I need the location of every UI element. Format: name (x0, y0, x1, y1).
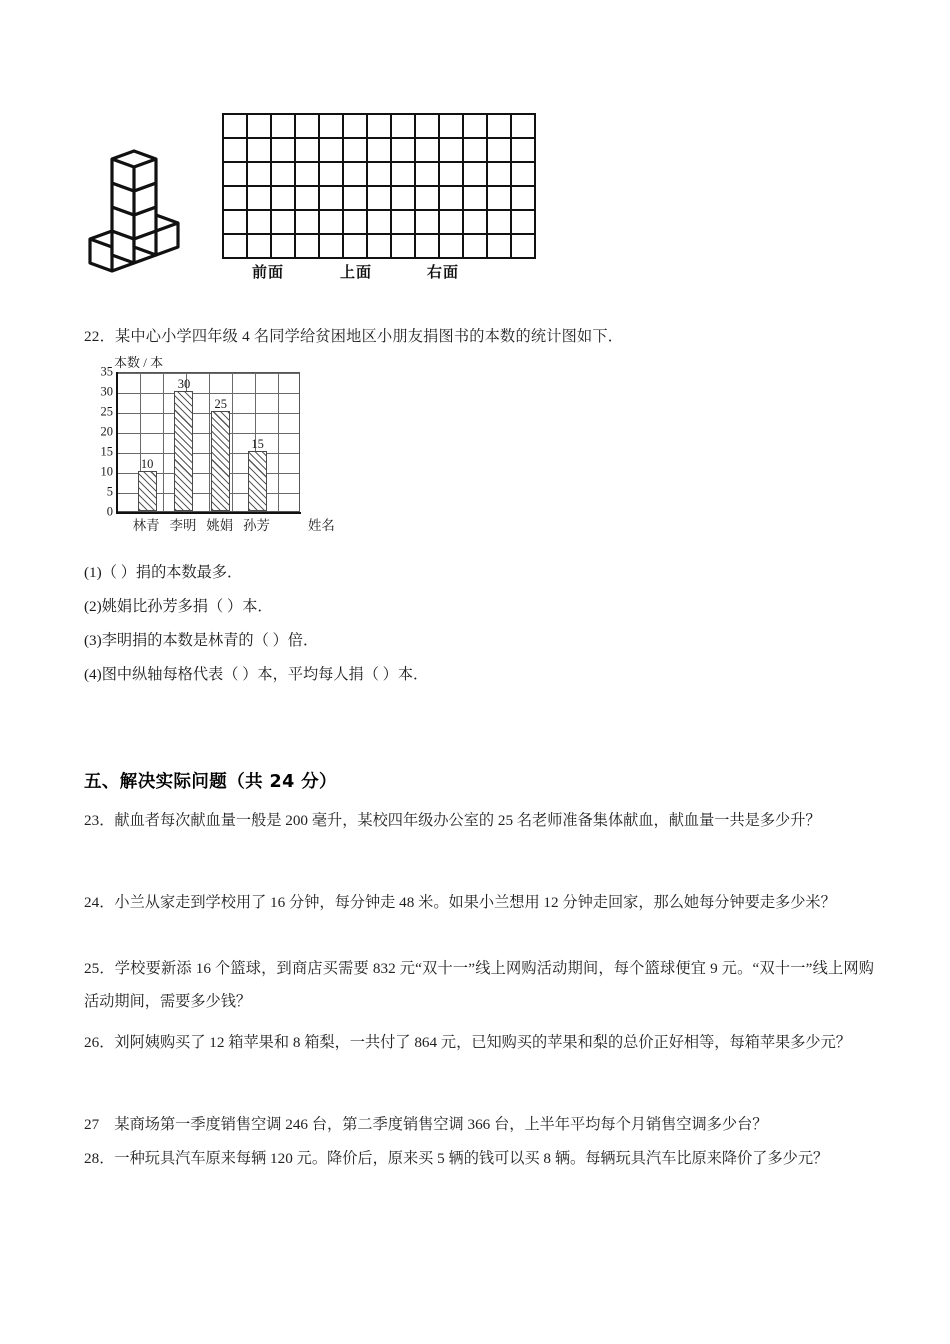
grid-cell (415, 138, 439, 162)
grid-cell (319, 114, 343, 138)
grid-row (223, 162, 535, 186)
grid-cell (223, 186, 247, 210)
grid-cell (439, 162, 463, 186)
grid-cell (511, 186, 535, 210)
view-label-front: 前面 (252, 263, 285, 281)
cube-stack-figure (82, 135, 192, 275)
chart-bar (174, 377, 193, 511)
chart-plot-area (116, 372, 300, 512)
grid-cell (295, 114, 319, 138)
chart-bar-value: 10 (140, 457, 154, 471)
chart-bar (138, 457, 157, 511)
problem-24: 24．小兰从家走到学校用了 16 分钟，每分钟走 48 米。如果小兰想用 12 分钟走回家，那么她每分钟要走多少米？ (84, 894, 836, 911)
view-label-row (222, 261, 522, 289)
section-heading-five: 五、解决实际问题（共 24 分） (84, 772, 337, 792)
grid-cell (319, 210, 343, 234)
problem-27: 27 某商场第一季度销售空调 246 台，第二季度销售空调 366 台，上半年平均每个月销售空调多少台？ (84, 1116, 768, 1133)
grid-cell (223, 234, 247, 258)
grid-cell (415, 162, 439, 186)
chart-x-tick: 孙芳 (243, 518, 270, 533)
grid-cell (487, 114, 511, 138)
grid-row (223, 114, 535, 138)
chart-y-tick: 25 (100, 404, 113, 419)
chart-bar-value: 15 (251, 437, 264, 451)
chart-y-tick: 0 (106, 504, 113, 519)
grid-cell (487, 162, 511, 186)
grid-cell (343, 114, 367, 138)
grid-cell (367, 138, 391, 162)
grid-cell (439, 234, 463, 258)
grid-cell (391, 186, 415, 210)
grid-cell (271, 162, 295, 186)
chart-y-tick: 10 (100, 464, 113, 479)
grid-cell (247, 138, 271, 162)
grid-cell (271, 186, 295, 210)
grid-cell (463, 114, 487, 138)
grid-cell (487, 186, 511, 210)
grid-cell (487, 138, 511, 162)
chart-y-tick: 15 (100, 444, 113, 459)
grid-cell (511, 234, 535, 258)
grid-cell (439, 186, 463, 210)
grid-cell (511, 138, 535, 162)
grid-cell (415, 210, 439, 234)
grid-cell (295, 162, 319, 186)
problem-26: 26．刘阿姨购买了 12 箱苹果和 8 箱梨，一共付了 864 元，已知购买的苹果和梨的总价正好相等，每箱苹果多少元？ (84, 1034, 851, 1051)
chart-bar (211, 397, 230, 511)
grid-cell (391, 234, 415, 258)
grid-cell (367, 234, 391, 258)
chart-x-categories (116, 515, 346, 539)
grid-cell (247, 162, 271, 186)
chart-x-axis-line (116, 512, 301, 514)
grid-cell (415, 186, 439, 210)
chart-y-axis-label: 本数 / 本 (114, 355, 164, 370)
grid-cell (415, 114, 439, 138)
grid-cell (391, 138, 415, 162)
grid-cell (343, 186, 367, 210)
grid-cell (463, 186, 487, 210)
grid-cell (295, 138, 319, 162)
grid-cell (367, 162, 391, 186)
grid-cell (295, 234, 319, 258)
view-label-right: 右面 (427, 263, 460, 281)
problem-28: 28．一种玩具汽车原来每辆 120 元。降价后，原来买 5 辆的钱可以买 8 辆。每辆玩具汽车比原来降价了多少元？ (84, 1150, 829, 1167)
grid-cell (343, 234, 367, 258)
grid-cell (391, 114, 415, 138)
grid-cell (439, 114, 463, 138)
grid-cell (319, 186, 343, 210)
grid-cell (247, 210, 271, 234)
chart-x-axis-label: 姓名 (308, 518, 335, 533)
grid-cell (295, 186, 319, 210)
grid-cell (271, 234, 295, 258)
grid-table (222, 113, 536, 259)
grid-cell (223, 162, 247, 186)
grid-cell (367, 114, 391, 138)
question-22-sub-3: (3)李明捐的本数是林青的（ ）倍． (84, 632, 319, 649)
grid-cell (511, 210, 535, 234)
chart-y-tick: 20 (100, 424, 113, 439)
grid-cell (367, 186, 391, 210)
grid-cell (367, 210, 391, 234)
grid-cell (247, 186, 271, 210)
problem-25: 25．学校要新添 16 个篮球，到商店买需要 832 元“双十一”线上网购活动期间，每个篮球便宜 9 元。“双十一”线上网购活动期间，需要多少钱？ (84, 960, 874, 1010)
question-22-sub-2: (2)姚娟比孙芳多捐（ ）本． (84, 598, 273, 615)
problem-23: 23．献血者每次献血量一般是 200 毫升，某校四年级办公室的 25 名老师准备集体献血，献血量一共是多少升？ (84, 812, 821, 829)
chart-x-tick: 姚娟 (206, 518, 234, 533)
grid-cell (463, 234, 487, 258)
grid-row (223, 210, 535, 234)
figure-area (0, 95, 950, 310)
question-22-sub-4: (4)图中纵轴每格代表（ ）本，平均每人捐（ ）本． (84, 666, 429, 683)
chart-bar (248, 437, 267, 511)
grid-cell (295, 210, 319, 234)
grid-cell (247, 114, 271, 138)
grid-cell (343, 210, 367, 234)
grid-cell (319, 162, 343, 186)
grid-cell (223, 210, 247, 234)
grid-row (223, 186, 535, 210)
grid-row (223, 138, 535, 162)
grid-cell (223, 138, 247, 162)
donation-bar-chart (84, 352, 404, 544)
view-label-top: 上面 (340, 263, 373, 281)
grid-cell (463, 138, 487, 162)
grid-cell (439, 210, 463, 234)
chart-y-axis-line (116, 372, 118, 513)
grid-cell (511, 162, 535, 186)
grid-cell (319, 138, 343, 162)
chart-y-tick: 5 (106, 484, 113, 499)
grid-cell (415, 234, 439, 258)
grid-cell (487, 234, 511, 258)
chart-x-tick: 李明 (169, 518, 197, 533)
chart-bar-value: 30 (177, 377, 191, 391)
grid-cell (223, 114, 247, 138)
chart-y-tick: 35 (100, 364, 113, 379)
grid-cell (271, 138, 295, 162)
question-22-stem: 22．某中心小学四年级 4 名同学给贫困地区小朋友捐图书的本数的统计图如下． (84, 328, 624, 345)
grid-cell (511, 114, 535, 138)
grid-cell (463, 162, 487, 186)
grid-cell (439, 138, 463, 162)
grid-cell (247, 234, 271, 258)
chart-bar-value: 25 (214, 397, 228, 411)
grid-cell (343, 162, 367, 186)
grid-cell (487, 210, 511, 234)
grid-cell (271, 210, 295, 234)
view-drawing-grid (222, 113, 536, 259)
question-22-sub-1: (1)（ ）捐的本数最多． (84, 564, 243, 581)
grid-cell (319, 234, 343, 258)
grid-cell (271, 114, 295, 138)
grid-cell (391, 162, 415, 186)
grid-row (223, 234, 535, 258)
grid-cell (391, 210, 415, 234)
chart-x-tick: 林青 (132, 518, 160, 533)
grid-cell (343, 138, 367, 162)
chart-y-tick: 30 (100, 384, 113, 399)
grid-cell (463, 210, 487, 234)
